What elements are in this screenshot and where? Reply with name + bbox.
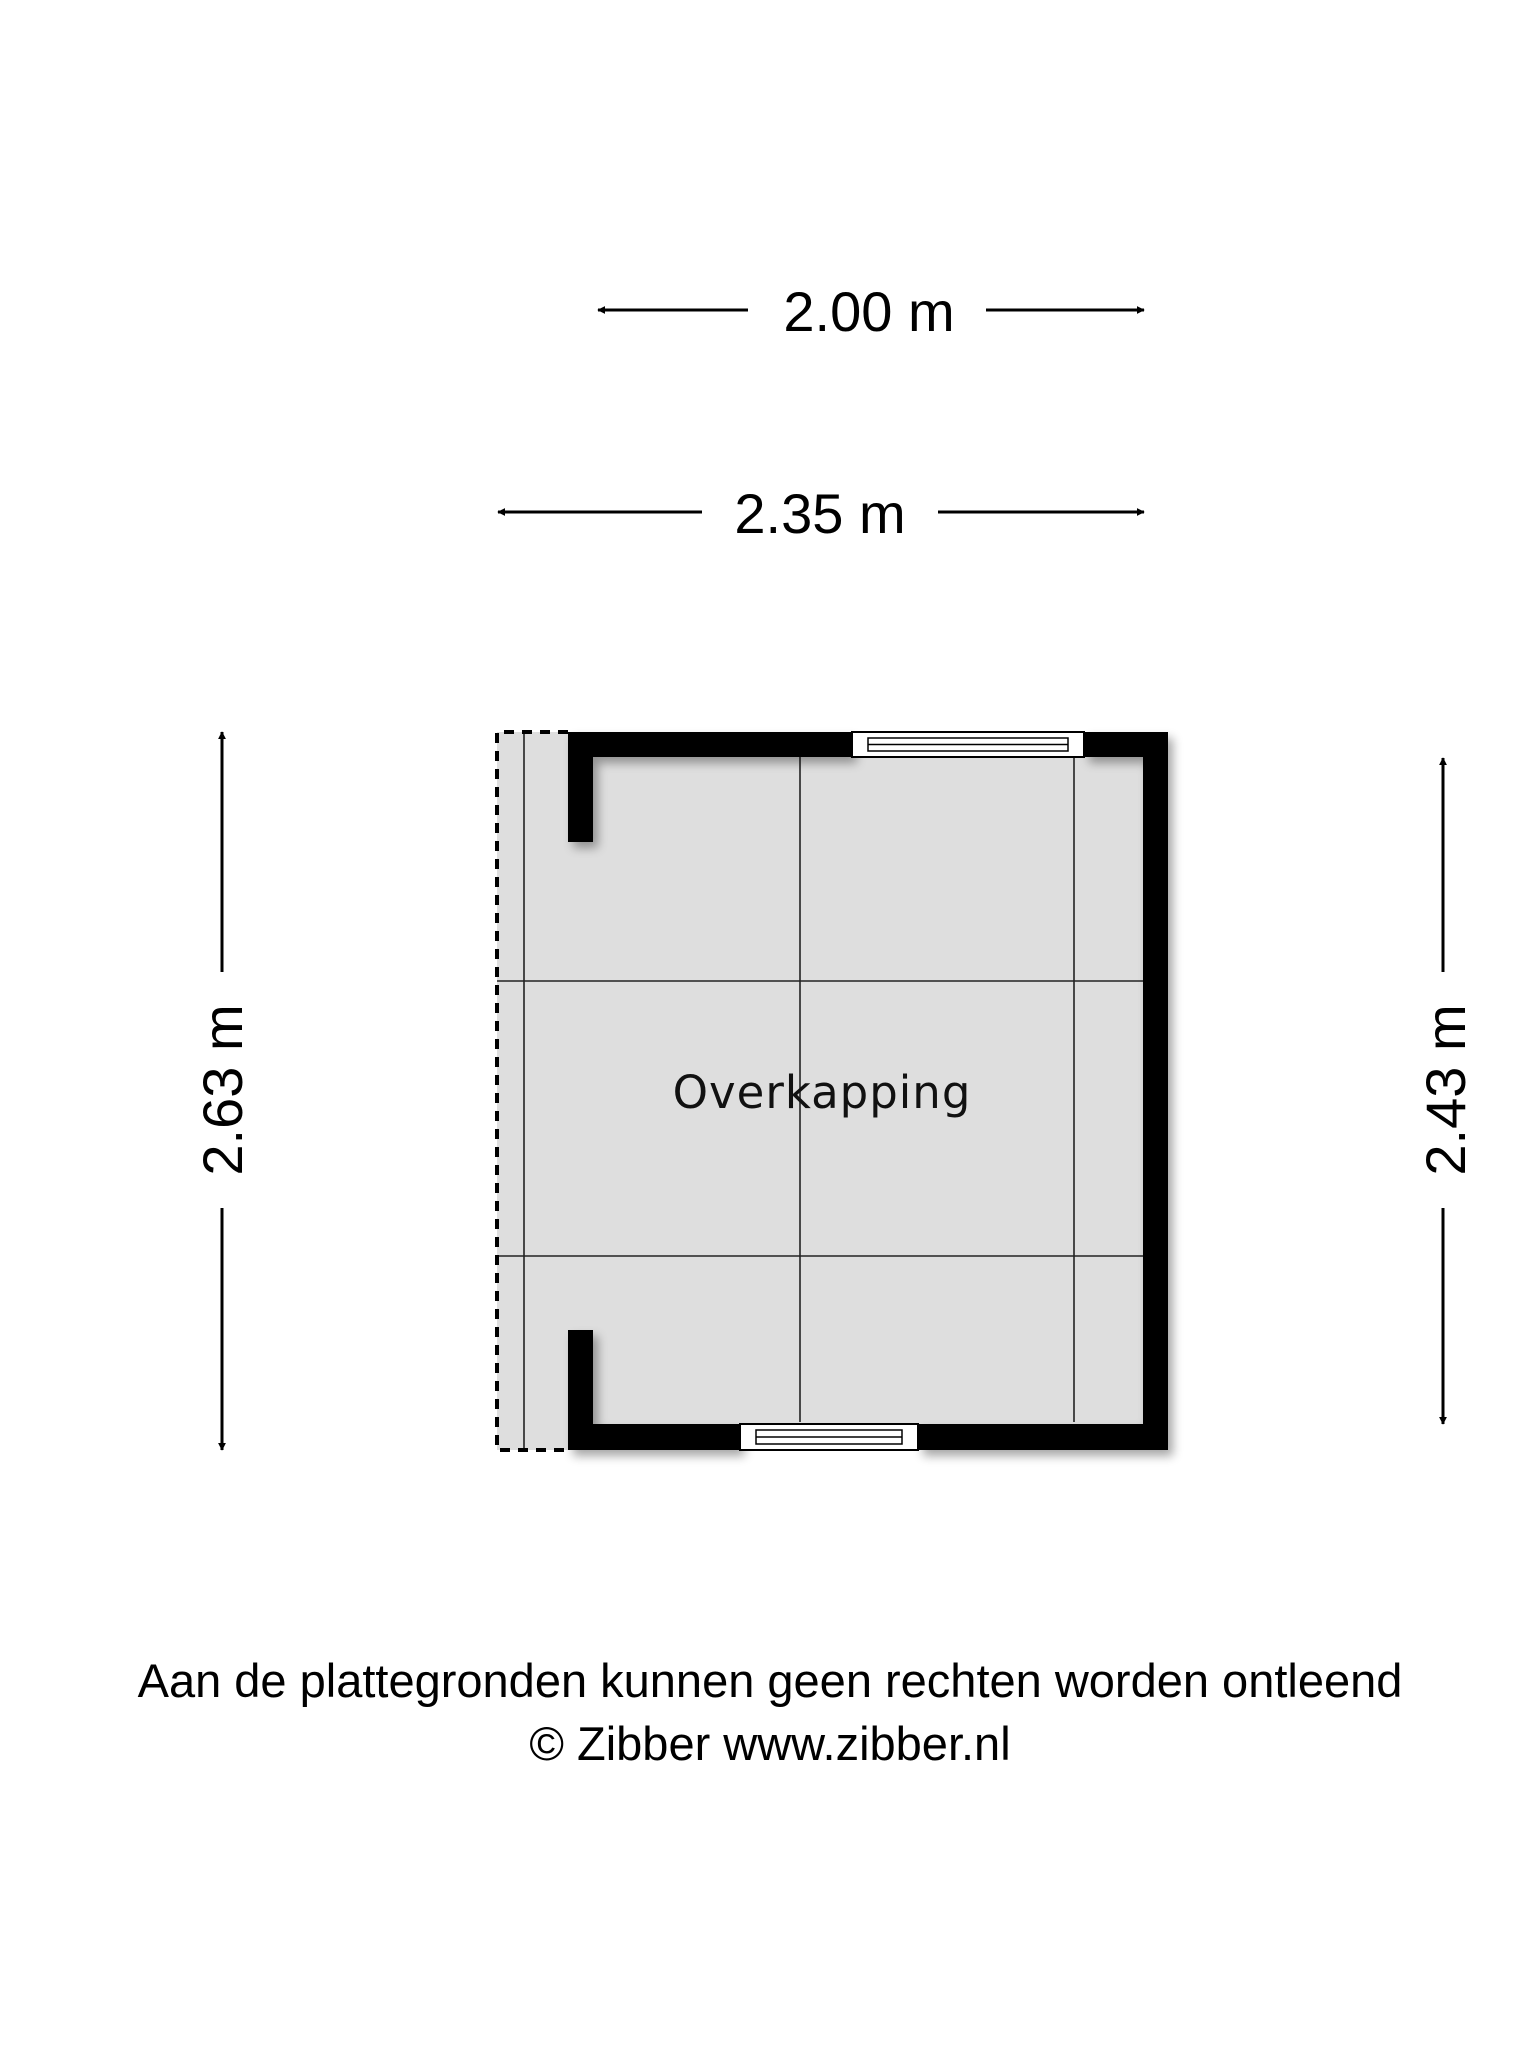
dimension-top-outer-label: 2.35 m [734, 482, 906, 545]
room-overkapping [497, 732, 1168, 1450]
dimension-right-label: 2.43 m [1414, 1004, 1477, 1176]
dimension-left-label: 2.63 m [191, 1004, 254, 1176]
dimension-top-outer [498, 482, 1144, 545]
disclaimer-text: Aan de plattegronden kunnen geen rechten worden ontleend [137, 1654, 1403, 1707]
window-top [852, 732, 1084, 757]
dimension-right [1414, 758, 1477, 1424]
dimension-top-inner [598, 280, 1144, 343]
dimension-top-inner-label: 2.00 m [783, 280, 955, 343]
copyright-text: © Zibber www.zibber.nl [529, 1717, 1011, 1770]
dimension-left [191, 732, 254, 1450]
window-bottom [740, 1424, 918, 1450]
room-label: Overkapping [672, 1066, 972, 1119]
